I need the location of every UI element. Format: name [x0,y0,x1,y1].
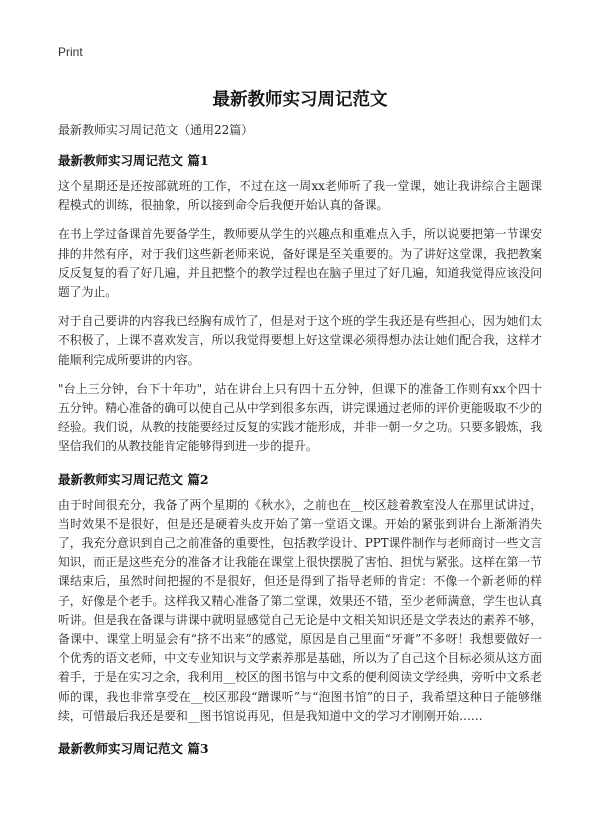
section-1-paragraph-4: "台上三分钟，台下十年功"，站在讲台上只有四十五分钟，但课下的准备工作则有xx个四十五分钟。精心准备的确可以使自己从中学到很多东西，讲完课通过老师的评价更能吸取不少的经验。我们说，从教的技能要经过反复的实践才能形成，并非一朝一夕之功。只要多锻炼，我坚信我们的从教技能肯定能够得到进一步的提升。 [58,381,542,454]
section-1-paragraph-1: 这个星期还是还按部就班的工作，不过在这一周xx老师听了我一堂课，她让我讲综合主题课程模式的训练，很抽象，所以接到命令后我便开始认真的备课。 [58,179,542,213]
document-subtitle: 最新教师实习周记范文（通用22篇） [58,123,254,137]
section-1-paragraph-3: 对于自己要讲的内容我已经胸有成竹了，但是对于这个班的学生我还是有些担心，因为她们太不积极了，上课不喜欢发言，所以我觉得要想上好这堂课必须得想办法让她们配合我，这样才能顺利完成所要讲的内容。 [58,314,542,367]
print-link[interactable]: Print [58,45,83,59]
document-title: 最新教师实习周记范文 [212,90,388,110]
section-2-paragraph-1: 由于时间很充分，我备了两个星期的《秋水》，之前也在__校区趁着教室没人在那里试讲过，当时效果不是很好，但是还是硬着头皮开始了第一堂语文课。开始的紧张到讲台上渐渐消失了，我充分意识到自己之前准备的重要性，包括教学设计、PPT课件制作与老师商讨一些文言知识，而正是这些充分的准备才让我能在课堂上很快摆脱了害怕、担忧与紧张。这样在第一节课结束后，虽然时间把握的不是很好，但还是得到了指导老师的肯定：不像一个新老师的样子，好像是个老手。这样我又精心准备了第二堂课，效果还不错，至少老师满意，学生也认真听讲。但是我在备课与讲课中就明显感觉自己无论是中文相关知识还是文学表达的素养不够，备课中、课堂上明显会有“挤不出来”的感觉，原因是自己里面“牙膏”不多呀！我想要做好一个优秀的语文老师，中文专业知识与文学素养那是基础，所以为了自己这个目标必须从这方面着手，于是在实习之余，我利用__校区的图书馆与中文系的便利阅读文学经典，旁听中文系老师的课，我也非常享受在__校区那段“蹭课听”与“泡图书馆”的日子，我希望这种日子能够继续，可惜最后我还是要和__图书馆说再见，但是我知道中文的学习才刚刚开始…… [58,497,542,723]
section-heading-2: 最新教师实习周记范文 篇2 [58,471,209,487]
section-heading-3: 最新教师实习周记范文 篇3 [58,741,209,757]
section-heading-1: 最新教师实习周记范文 篇1 [58,153,209,168]
section-1-paragraph-2: 在书上学过备课首先要备学生，教师要从学生的兴趣点和重难点入手，所以说要把第一节课安排的井然有序，对于我们这些新老师来说，备好课是至关重要的。为了讲好这堂课，我把教案反反复复的看了好几遍，并且把整个的教学过程也在脑子里过了好几遍，知道我觉得应该没问题了为止。 [58,227,542,300]
